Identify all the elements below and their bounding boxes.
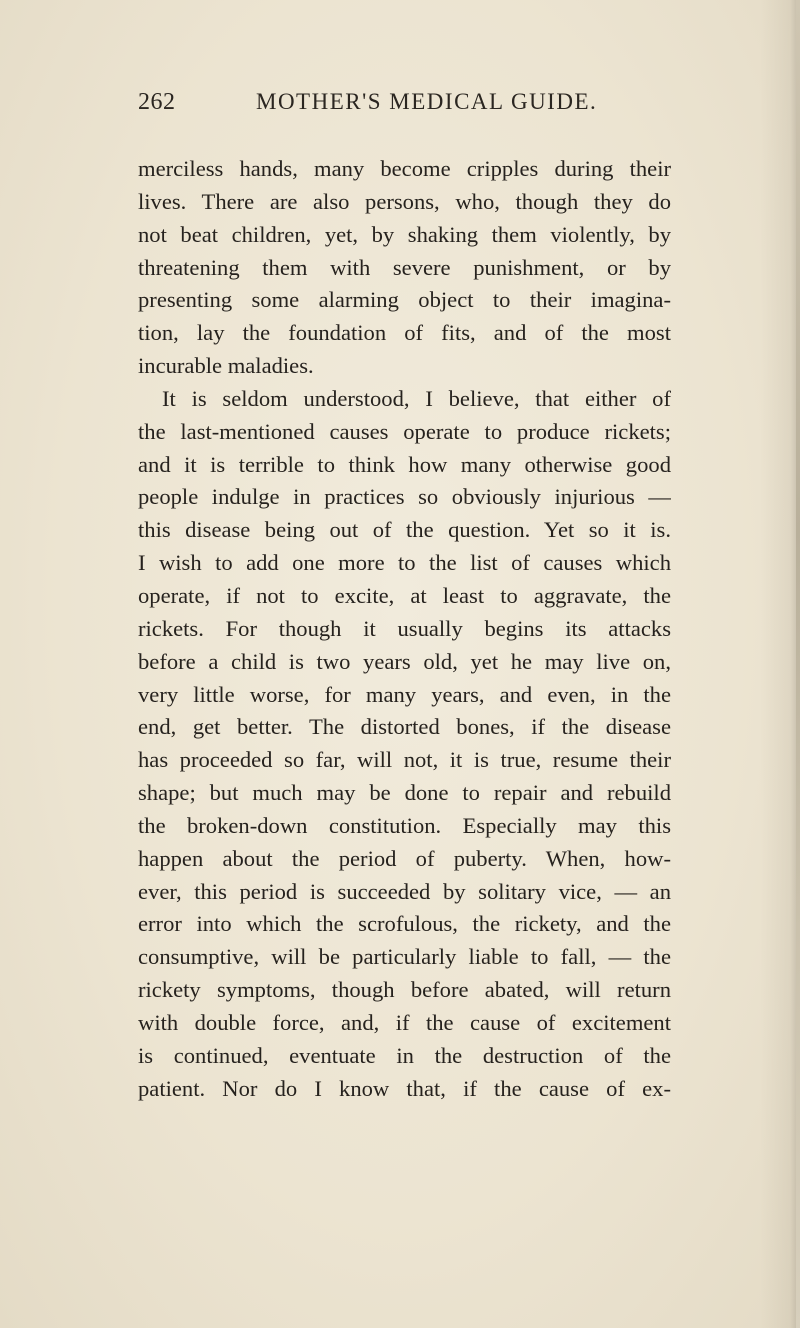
text-line: shape; but much may be done to repair and rebuild <box>138 780 671 806</box>
page-number: 262 <box>138 89 176 115</box>
text-line: and it is terrible to think how many otherwise good <box>138 451 671 477</box>
body-text <box>138 153 671 1105</box>
text-line: merciless hands, many become cripples during their <box>138 156 671 181</box>
text-line: before a child is two years old, yet he may live on, <box>138 648 671 674</box>
text-line: has proceeded so far, will not, it is true, resume their <box>138 747 671 773</box>
text-line: lives. There are also persons, who, though they do <box>138 188 671 214</box>
text-line: happen about the period of puberty. When, how- <box>138 845 671 871</box>
text-line: consumptive, will be particularly liable to fall, — the <box>138 944 671 970</box>
text-line: is continued, eventuate in the destruction of the <box>138 1042 671 1068</box>
text-line: rickets. For though it usually begins its attacks <box>138 615 671 641</box>
text-line: with double force, and, if the cause of excitement <box>138 1009 671 1035</box>
text-line: tion, lay the foundation of fits, and of the most <box>138 320 671 346</box>
text-line: the broken-down constitution. Especially may this <box>138 812 671 838</box>
text-line: patient. Nor do I know that, if the cause of ex- <box>138 1075 671 1101</box>
text-line: not beat children, yet, by shaking them violently, by <box>138 221 671 247</box>
text-line: very little worse, for many years, and even, in the <box>138 681 671 707</box>
text-line: incurable maladies. <box>138 353 314 379</box>
page-edge <box>796 0 800 1328</box>
running-title: MOTHER'S MEDICAL GUIDE. <box>256 89 598 114</box>
paragraph-start-line: It is seldom understood, I believe, that either of <box>162 385 671 411</box>
running-head <box>138 89 658 125</box>
text-line: this disease being out of the question. Yet so it is. <box>138 517 671 543</box>
text-line: presenting some alarming object to their imagina- <box>138 287 671 313</box>
text-line: rickety symptoms, though before abated, will return <box>138 977 671 1003</box>
text-line: error into which the scrofulous, the rickety, and the <box>138 911 671 937</box>
text-line: end, get better. The distorted bones, if the disease <box>138 714 671 740</box>
text-line: ever, this period is succeeded by solitary vice, — an <box>138 878 671 904</box>
text-line: threatening them with severe punishment, or by <box>138 254 671 280</box>
text-line: operate, if not to excite, at least to aggravate, the <box>138 582 671 608</box>
text-line: the last-mentioned causes operate to produce rickets; <box>138 418 671 444</box>
text-line: people indulge in practices so obviously injurious — <box>138 484 671 510</box>
text-line: I wish to add one more to the list of causes which <box>138 550 671 576</box>
